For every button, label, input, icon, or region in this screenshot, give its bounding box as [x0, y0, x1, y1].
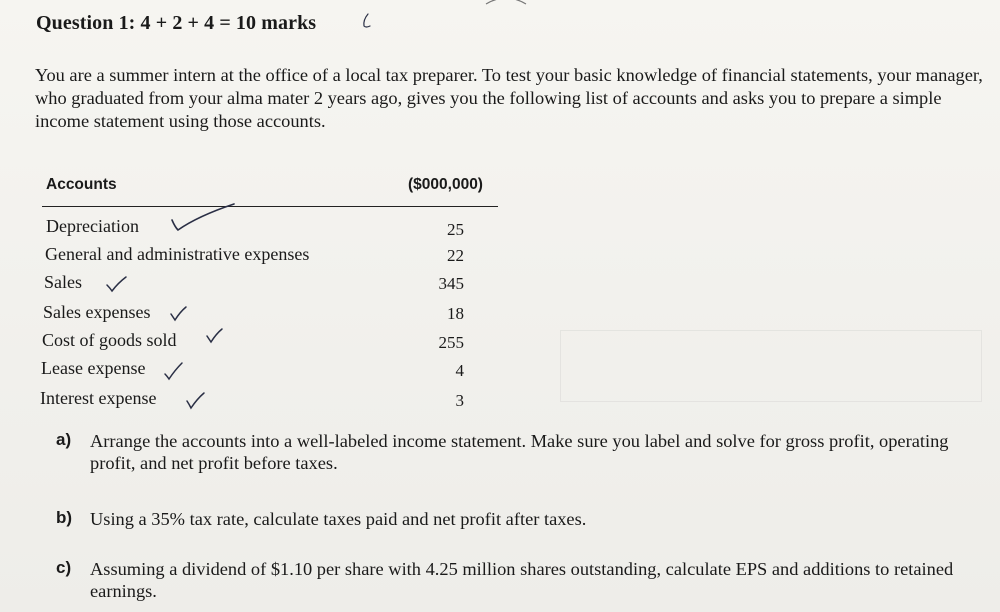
header-rule: [42, 206, 498, 207]
pen-mark-icon: [360, 12, 372, 30]
subquestion-text: Assuming a dividend of $1.10 per share with 4.25 million shares outstanding, calculate EPS and additions to retained earnings.: [90, 559, 954, 601]
account-value: 3: [455, 391, 464, 410]
account-name: General and administrative expenses: [45, 244, 310, 264]
table-row: [40, 330, 510, 358]
subquestion-text: Arrange the accounts into a well-labeled income statement. Make sure you label and solve for gross profit, operating profit, and net profit before taxes.: [90, 431, 949, 473]
subquestion-label: b): [56, 508, 73, 527]
handwritten-check-icon: [104, 274, 128, 294]
header-units: ($000,000): [408, 176, 483, 193]
question-title: Question 1: 4 + 2 + 4 = 10 marks: [36, 12, 317, 34]
subquestion-label: c): [56, 558, 72, 577]
account-value: 25: [447, 220, 464, 239]
account-value: 255: [438, 333, 464, 352]
table-row: [40, 358, 510, 386]
table-row: [40, 216, 510, 244]
faint-show-through: [560, 330, 982, 402]
account-name: Depreciation: [46, 216, 139, 236]
handwritten-check-icon: [162, 360, 184, 382]
intro-paragraph: You are a summer intern at the office of a local tax preparer. To test your basic knowledge of financial statements, your manager, who graduated from your alma mater 2 years ago, gives you the following list of accounts and asks you to prepare a simple income statement using those accounts.: [35, 65, 983, 131]
table-row: [40, 272, 510, 300]
account-name: Sales expenses: [43, 302, 151, 322]
subquestion-label: a): [56, 430, 72, 449]
table-row: [40, 302, 510, 330]
account-value: 4: [455, 361, 464, 380]
account-value: 345: [438, 274, 464, 293]
header-accounts: Accounts: [46, 176, 117, 193]
account-value: 22: [447, 246, 464, 265]
table-row: [40, 388, 510, 416]
handwritten-check-icon: [168, 202, 238, 236]
account-name: Sales: [44, 272, 82, 292]
subquestion-text: Using a 35% tax rate, calculate taxes paid and net profit after taxes.: [90, 509, 587, 529]
handwritten-check-icon: [184, 390, 206, 412]
account-name: Lease expense: [41, 358, 146, 378]
table-row: [40, 244, 510, 272]
handwritten-check-icon: [168, 304, 188, 324]
handwritten-check-icon: [204, 326, 224, 346]
account-name: Cost of goods sold: [42, 330, 177, 350]
account-name: Interest expense: [40, 388, 157, 408]
account-value: 18: [447, 304, 464, 323]
stamp-mark-icon: [484, 0, 528, 8]
